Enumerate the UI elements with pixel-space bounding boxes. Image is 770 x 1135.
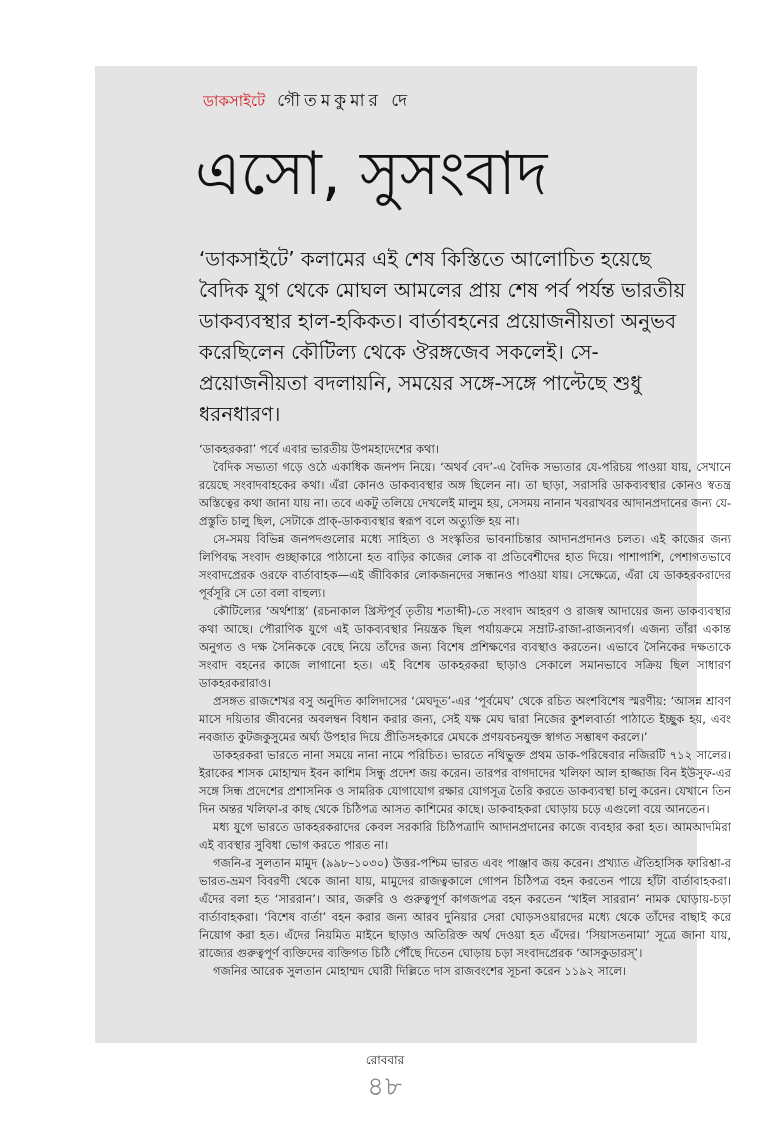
- page-number: ৪৮: [367, 1072, 403, 1102]
- body-paragraph: ‘ডাকহরকরা’ পর্বে এবার ভারতীয় উপমহাদেশের কথা।: [199, 442, 439, 456]
- section-tag: ডাকসাইটে: [203, 92, 266, 110]
- body-paragraph: মধ্য যুগে ভারতে ডাকহরকরাদের কেবল সরকারি চিঠিপত্রাদি আদানপ্রদানের কাজে ব্যবহার করা হত। আমআদমিরা এই ব্যবস্থার সুবিধা ভোগ করতে পারত না।: [199, 820, 731, 852]
- body-paragraph: বৈদিক সভ্যতা গড়ে ওঠে একাধিক জনপদ নিয়ে। ‘অথর্ব বেদ’-এ বৈদিক সভ্যতার যে-পরিচয় পাওয়া যায়, সেখানে রয়েছে সংবাদবাহকের কথা। এঁরা কোনও ডাকব্যবস্থার অঙ্গ ছিলেন না। তা ছাড়া, সরাসরি ডাকব্যবস্থার কোনও স্বতন্ত্র অস্তিত্বের কথা জানা যায় না। তবে একটু তলিয়ে দেখলেই মালুম হয়, সেসময় নানান খবরাখবর আদানপ্রদানের জন্য যে-প্রস্তুতি চালু ছিল, সেটাকে প্রাক্-ডাকব্যবস্থার স্বরূপ বলে অত্যুক্তি হয় না।: [199, 460, 731, 528]
- article-body: [199, 440, 731, 980]
- body-paragraph: গজনির আরেক সুলতান মোহাম্মদ ঘোরী দিল্লিতে দাস রাজবংশের সূচনা করেন ১১৯২ সালে।: [213, 964, 627, 978]
- body-paragraph: সে-সময় বিভিন্ন জনপদগুলোর মধ্যে সাহিত্য ও সংস্কৃতির ভাবনাচিন্তার আদানপ্রদানও চলত। এই কাজের জন্য লিপিবদ্ধ সংবাদ গুচ্ছাকারে পাঠানো হত বাড়ির কাজের লোক বা প্রতিবেশীদের হাত দিয়ে। পাশাপাশি, পেশাগতভাবে সংবাদপ্রেরক ওরফে বার্তাবাহক—এই জীবিকার লোকজনদের সন্ধানও পাওয়া যায়। সেক্ষেত্রে, এঁরা যে ডাকহরকরাদের পূর্বসূরি সে তো বলা বাহুল্য।: [199, 532, 731, 600]
- body-paragraph: প্রসঙ্গত রাজশেখর বসু অনুদিত কালিদাসের ‘মেঘদূত’-এর ‘পূর্বমেঘ’ থেকে রচিত অংশবিশেষ স্মরণীয়: ‘আসন্ন শ্রাবণ মাসে দয়িতার জীবনের অবলম্বন বিধান করার জন্য, সেই যক্ষ মেঘ দ্বারা নিজের কুশলবার্তা পাঠাতে ইচ্ছুক হয়, এবং নবজাত কুটজকুসুমের অর্ঘ্য উপহার দিয়ে প্রীতিসহকারে মেঘকে প্রণয়বচনযুক্ত স্বাগত সম্ভাষণ করলে।’: [199, 694, 731, 744]
- headline: এসো, সুসংবাদ: [195, 139, 548, 209]
- body-paragraph: কৌটিল্যের ‘অর্থশাস্ত্র’ (রচনাকাল খ্রিস্টপূর্ব তৃতীয় শতাব্দী)-তে সংবাদ আহরণ ও রাজস্ব আদায়ের জন্য ডাকব্যবস্থার কথা আছে। পৌরাণিক যুগে এই ডাকব্যবস্থার নিয়ন্ত্রক ছিল পর্যায়ক্রমে সম্রাট-রাজা-রাজন্যবর্গ। এজন্য তাঁরা একান্ত অনুগত ও দক্ষ সৈনিককে বেছে নিয়ে তাঁদের জন্য বিশেষ প্রশিক্ষণের ব্যবস্থাও করতেন। এভাবে সৈনিকের দক্ষতাকে সংবাদ বহনের কাজে লাগানো হত। এই বিশেষ ডাকহরকরা ছাড়াও সেকালে সমানভাবে সক্রিয় ছিল সাধারণ ডাকহরকরারাও।: [199, 604, 731, 690]
- standfirst: ‘ডাকসাইটে’ কলামের এই শেষ কিস্তিতে আলোচিত হয়েছে বৈদিক যুগ থেকে মোঘল আমলের প্রায় শেষ পর্ব পর্যন্ত ভারতীয় ডাকব্যবস্থার হাল-হকিকত। বার্তাবহনের প্রয়োজনীয়তা অনুভব করেছিলেন কৌটিল্য থেকে ঔরঙ্গজেব সকলেই। সে-প্রয়োজনীয়তা বদলায়নি, সময়ের সঙ্গে-সঙ্গে পাল্টেছে শুধু ধরনধারণ।: [199, 247, 686, 426]
- body-paragraph: ডাকহরকরা ভারতে নানা সময়ে নানা নামে পরিচিত। ভারতে নথিভুক্ত প্রথম ডাক-পরিষেবার নজিরটি ৭১২ সালের। ইরাকের শাসক মোহাম্মদ ইবন কাশিম সিন্ধু প্রদেশ জয় করেন। তারপর বাগদাদের খলিফা আল হাজ্জাজ বিন ইউসুফ-এর সঙ্গে সিন্ধ প্রদেশের প্রশাসনিক ও সামরিক যোগাযোগ রক্ষার যোগসূত্র তৈরি করতে ডাকব্যবস্থা চালু করেন। যেখানে তিন দিন অন্তর খলিফা-র কাছ থেকে চিঠিপত্র আসত কাশিমের কাছে। ডাকবাহকরা ঘোড়ায় চড়ে এগুলো বয়ে আনতেন।: [199, 748, 731, 816]
- body-paragraph: গজনি-র সুলতান মামুদ (৯৯৮–১০৩০) উত্তর-পশ্চিম ভারত এবং পাঞ্জাব জয় করেন। প্রখ্যাত ঐতিহাসিক ফারিশ্তা-র ভারত-ভ্রমণ বিবরণী থেকে জানা যায়, মামুদের রাজত্বকালে গোপন চিঠিপত্র বহন করতেন পায়ে হাঁটা বার্তাবাহকরা। এঁদের বলা হত ‘সাররান’। আর, জরুরি ও গুরুত্বপূর্ণ কাগজপত্র বহন করতেন ‘খাইল সাররান’ নামক ঘোড়ায়-চড়া বার্তাবাহকরা। ‘বিশেষ বার্তা’ বহন করার জন্য আরব দুনিয়ার সেরা ঘোড়সওয়ারদের মধ্যে থেকে তাঁদের বাছাই করে নিয়োগ করা হত। এঁদের নিয়মিত মাইনে ছাড়াও অতিরিক্ত অর্থ দেওয়া হত এঁদের। ‘সিয়াসতনামা’ সূত্রে জানা যায়, রাজ্যের গুরুত্বপূর্ণ ব্যক্তিদের ব্যক্তিগত চিঠি পৌঁছে দিতেন ঘোড়ায় চড়া সংবাদপ্রেরক ‘আসকুডারস্’।: [199, 856, 731, 960]
- author-name: গৌতমকুমার দে: [277, 91, 412, 111]
- page-footer: [0, 1052, 770, 1102]
- magazine-name: রোববার: [365, 1053, 405, 1067]
- byline: [203, 88, 411, 116]
- article-panel: [95, 66, 731, 1043]
